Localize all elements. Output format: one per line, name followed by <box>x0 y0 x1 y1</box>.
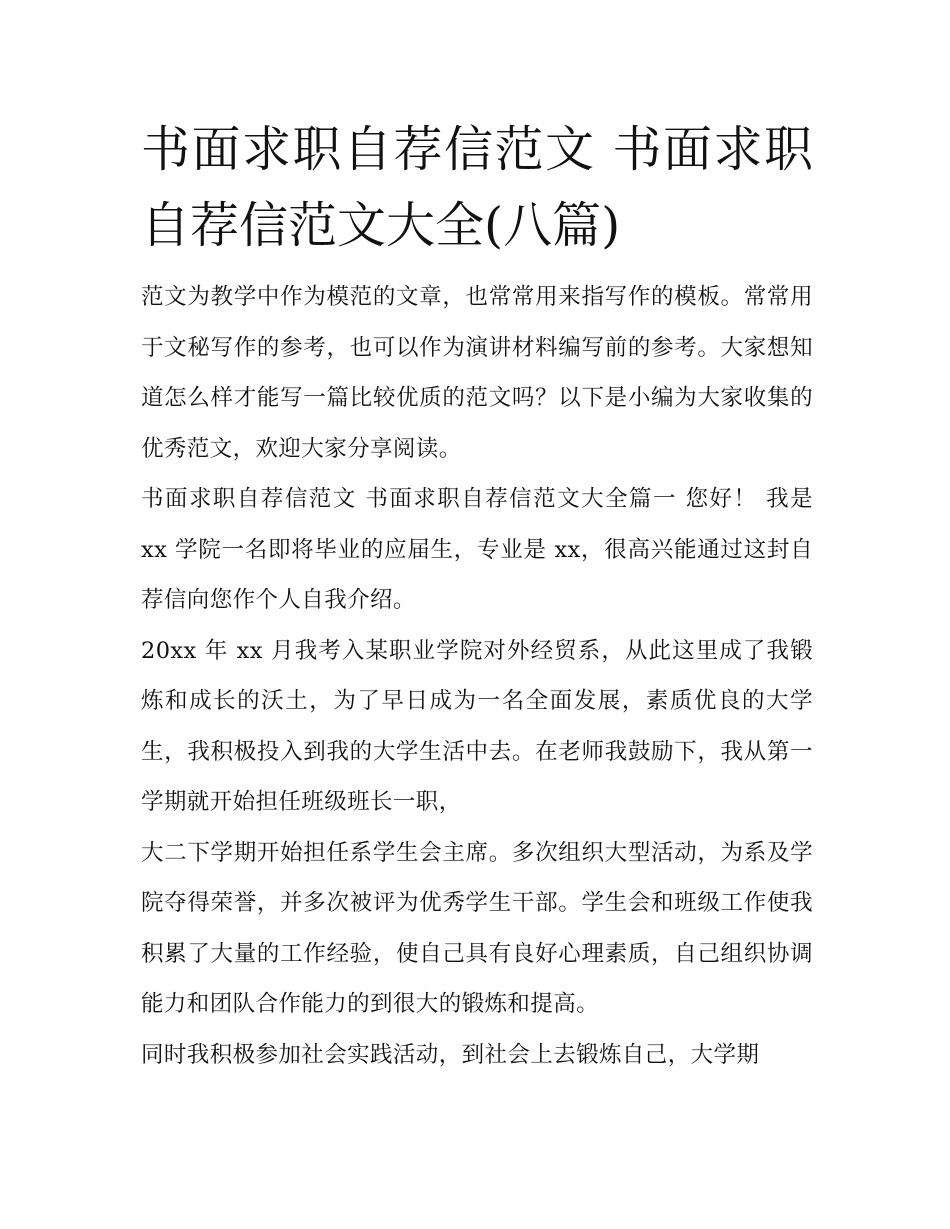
paragraph-social-practice: 同时我积极参加社会实践活动，到社会上去锻炼自己，大学期 <box>141 1041 760 1068</box>
paragraph-greeting: 书面求职自荐信范文 书面求职自荐信范文大全篇一 您好！ 我是 xx 学院一名即将毕业的应届生，专业是 xx，很高兴能通过这封自荐信向您作个人自我介绍。 <box>141 486 813 613</box>
document-title: 书面求职自荐信范文 书面求职自荐信范文大全(八篇) <box>141 121 813 254</box>
document-page <box>141 112 813 1080</box>
paragraph-college: 20xx 年 xx 月我考入某职业学院对外经贸系，从此这里成了我锻炼和成长的沃土，为了早日成为一名全面发展，素质优良的大学生，我积极投入到我的大学生活中去。在老师我鼓励下，我从第一学期就开始担任班级班长一职， <box>141 637 813 815</box>
paragraph-student-union: 大二下学期开始担任系学生会主席。多次组织大型活动，为系及学院夺得荣誉，并多次被评为优秀学生干部。学生会和班级工作使我积累了大量的工作经验，使自己具有良好心理素质，自己组织协调能力和团队合作能力的到很大的锻炼和提高。 <box>141 839 813 1017</box>
paragraph-intro: 范文为教学中作为模范的文章，也常常用来指写作的模板。常常用于文秘写作的参考，也可以作为演讲材料编写前的参考。大家想知道怎么样才能写一篇比较优质的范文吗？以下是小编为大家收集的优秀范文，欢迎大家分享阅读。 <box>141 284 813 462</box>
